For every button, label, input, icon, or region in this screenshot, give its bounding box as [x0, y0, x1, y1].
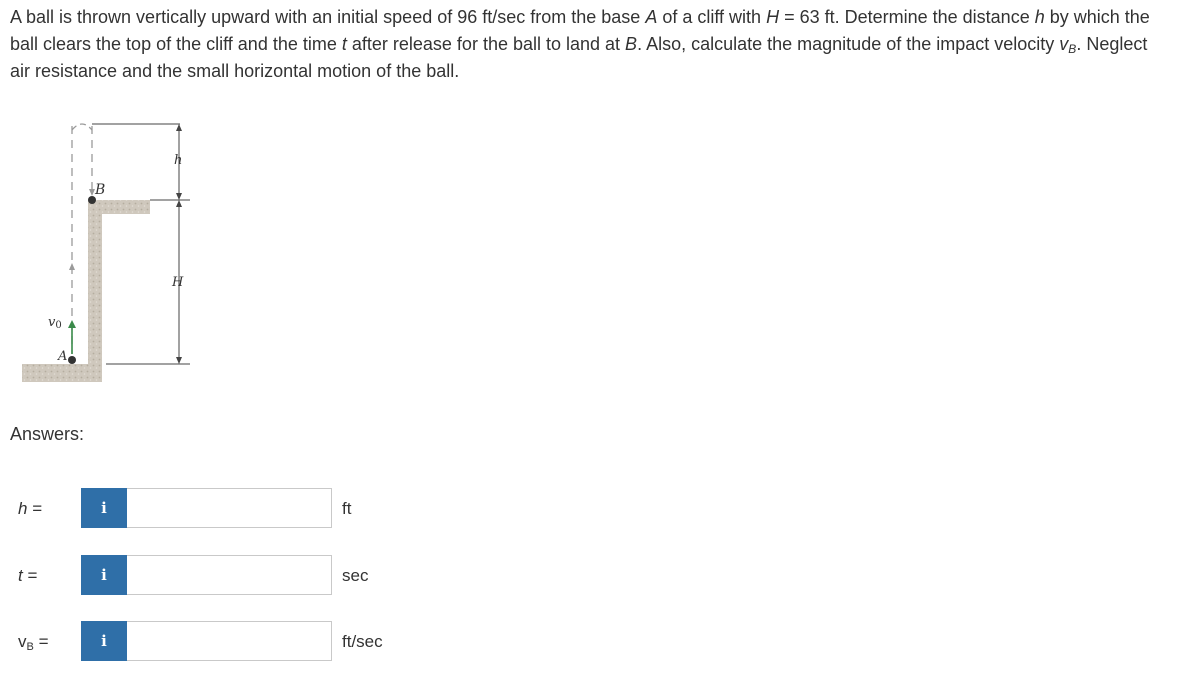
answer-input-h[interactable]	[127, 488, 332, 528]
cliff-wall	[88, 200, 102, 380]
cliff-diagram	[20, 118, 210, 390]
label-v: v	[48, 315, 56, 330]
velocity-arrowhead	[68, 320, 76, 328]
answer-input-t[interactable]	[127, 555, 332, 595]
problem-var-t: t	[341, 34, 347, 54]
problem-var-v: v	[1059, 34, 1069, 54]
equals-sign: =	[22, 566, 38, 585]
var-symbol: h	[18, 499, 28, 518]
ground	[22, 364, 102, 382]
unit-label: ft/sec	[342, 632, 383, 651]
equals-sign: =	[27, 499, 43, 518]
label-v0	[48, 315, 62, 331]
answer-input-vb[interactable]	[127, 621, 332, 661]
trajectory-apex	[72, 124, 92, 130]
answer-row-h	[0, 488, 500, 530]
answer-row-vb	[0, 621, 500, 663]
answers-heading: Answers:	[10, 424, 85, 444]
problem-text: = 63 ft. Determine the distance	[779, 7, 1035, 27]
var-symbol: t	[18, 566, 23, 585]
label-H: H	[172, 275, 184, 290]
problem-text: . Also, calculate the magnitude of the impact velocity	[637, 34, 1060, 54]
cliff-figure	[20, 118, 210, 390]
label-a: A	[58, 349, 68, 364]
problem-statement	[10, 4, 1170, 85]
ball-at-a	[68, 356, 76, 364]
problem-text: after release for the ball to land at	[346, 34, 626, 54]
answer-label-vb	[18, 632, 49, 652]
problem-var-h-cap: H	[766, 7, 780, 27]
info-button[interactable]: i	[81, 555, 127, 595]
problem-var-h: h	[1034, 7, 1045, 27]
problem-text: of a cliff with	[657, 7, 767, 27]
label-v-sub: 0	[55, 320, 62, 331]
answer-label-h	[18, 499, 42, 519]
cliff-top	[88, 200, 150, 214]
problem-var-v-sub: B	[1068, 42, 1077, 56]
label-h: h	[174, 153, 183, 168]
problem-text: by which the ball clears the top of the cliff and the time	[10, 7, 1150, 54]
info-button[interactable]: i	[81, 488, 127, 528]
answer-row-t	[0, 555, 500, 597]
var-subscript: B	[26, 641, 34, 653]
problem-text: A ball is thrown vertically upward with an initial speed of 96 ft/sec from the base	[10, 7, 646, 27]
equals-sign: =	[33, 632, 49, 651]
unit-label: ft	[342, 499, 352, 518]
problem-var-b: B	[625, 34, 638, 54]
var-symbol: v	[18, 632, 27, 651]
info-button[interactable]: i	[81, 621, 127, 661]
label-b: B	[95, 182, 106, 198]
trajectory-arrow	[69, 263, 75, 270]
unit-label: sec	[342, 566, 369, 585]
problem-text: . Neglect air resistance and the small horizontal motion of the ball.	[10, 34, 1148, 81]
problem-var-a: A	[645, 7, 658, 27]
answer-label-t	[18, 566, 37, 586]
